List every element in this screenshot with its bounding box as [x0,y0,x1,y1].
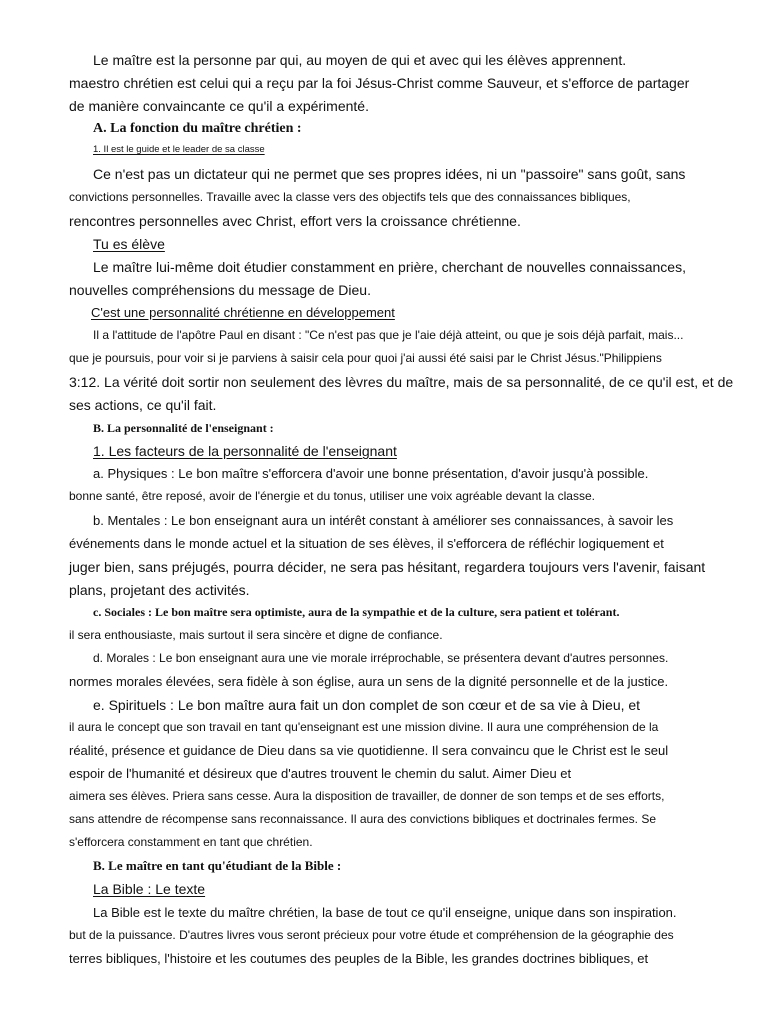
subsection-heading: 1. Il est le guide et le leader de sa classe [93,144,265,155]
paragraph-line: ses actions, ce qu'il fait. [69,397,217,413]
paragraph-line: Il a l'attitude de l'apôtre Paul en disant : "Ce n'est pas que je l'aie déjà atteint, ou que je sois déjà parfait, mais... [93,328,684,342]
paragraph-line: aimera ses élèves. Priera sans cesse. Aura la disposition de travailler, de donner de son temps et de ses efforts, [69,789,665,803]
paragraph-line: b. Mentales : Le bon enseignant aura un intérêt constant à améliorer ses connaissances, à savoir les [93,513,674,528]
subsection-heading: C'est une personnalité chrétienne en développement [91,305,395,320]
paragraph-line: but de la puissance. D'autres livres vous seront précieux pour votre étude et compréhension de la géographie des [69,928,674,942]
paragraph-line: e. Spirituels : Le bon maître aura fait un don complet de son cœur et de sa vie à Dieu, et [93,697,641,713]
paragraph-line: de manière convaincante ce qu'il a expérimenté. [69,98,369,114]
paragraph-line: Le maître est la personne par qui, au moyen de qui et avec qui les élèves apprennent. [93,52,627,68]
paragraph-line: La Bible est le texte du maître chrétien, la base de tout ce qu'il enseigne, unique dans son inspiration. [93,905,677,920]
paragraph-line: d. Morales : Le bon enseignant aura une vie morale irréprochable, se présentera devant d'autres personnes. [93,651,669,665]
paragraph-line: bonne santé, être reposé, avoir de l'énergie et du tonus, utiliser une voix agréable devant la classe. [69,489,595,503]
paragraph-line: a. Physiques : Le bon maître s'efforcera d'avoir une bonne présentation, d'avoir jusqu'à possible. [93,466,649,481]
paragraph-line: c. Sociales : Le bon maître sera optimiste, aura de la sympathie et de la culture, sera patient et tolérant. [93,605,620,619]
paragraph-line: Le maître lui-même doit étudier constamment en prière, cherchant de nouvelles connaissances, [93,259,686,275]
paragraph-line: plans, projetant des activités. [69,582,250,598]
paragraph-line: juger bien, sans préjugés, pourra décider, ne sera pas hésitant, regardera toujours vers l'avenir, faisant [69,559,706,575]
section-heading: B. La personnalité de l'enseignant : [93,421,274,435]
paragraph-line: rencontres personnelles avec Christ, effort vers la croissance chrétienne. [69,213,521,229]
paragraph-line: nouvelles compréhensions du message de Dieu. [69,282,371,298]
paragraph-line: 3:12. La vérité doit sortir non seulement des lèvres du maître, mais de sa personnalité, de ce qu'il est, et de [69,374,734,390]
paragraph-line: convictions personnelles. Travaille avec la classe vers des objectifs tels que des connaissances bibliques, [69,190,631,204]
subsection-heading: Tu es élève [93,236,165,252]
subsection-heading: La Bible : Le texte [93,881,206,897]
paragraph-line: il sera enthousiaste, mais surtout il sera sincère et digne de confiance. [69,628,443,642]
paragraph-line: sans attendre de récompense sans reconnaissance. Il aura des convictions bibliques et doctrinales fermes. Se [69,812,656,826]
paragraph-line: réalité, présence et guidance de Dieu dans sa vie quotidienne. Il sera convaincu que le Christ est le seul [69,743,669,758]
paragraph-line: espoir de l'humanité et désireux que d'autres trouvent le chemin du salut. Aimer Dieu et [69,766,572,781]
paragraph-line: Ce n'est pas un dictateur qui ne permet que ses propres idées, ni un "passoire" sans goût, sans [93,166,686,182]
paragraph-line: s'efforcera constamment en tant que chrétien. [69,835,313,849]
section-heading: B. Le maître en tant qu'étudiant de la Bible : [93,858,342,873]
paragraph-line: il aura le concept que son travail en tant qu'enseignant est une mission divine. Il aura une compréhension de la [69,720,659,734]
paragraph-line: terres bibliques, l'histoire et les coutumes des peuples de la Bible, les grandes doctrines bibliques, et [69,951,649,966]
paragraph-line: maestro chrétien est celui qui a reçu par la foi Jésus-Christ comme Sauveur, et s'efforce de partager [69,75,690,91]
paragraph-line: événements dans le monde actuel et la situation de ses élèves, il s'efforcera de réfléchir logiquement et [69,536,664,551]
paragraph-line: normes morales élevées, sera fidèle à son église, aura un sens de la dignité personnelle et de la justice. [69,674,669,689]
subsection-heading: 1. Les facteurs de la personnalité de l'enseignant [93,443,397,459]
paragraph-line: que je poursuis, pour voir si je parviens à saisir cela pour quoi j'ai aussi été saisi par le Christ Jésus."Philippiens [69,351,662,365]
section-heading: A. La fonction du maître chrétien : [93,121,302,136]
